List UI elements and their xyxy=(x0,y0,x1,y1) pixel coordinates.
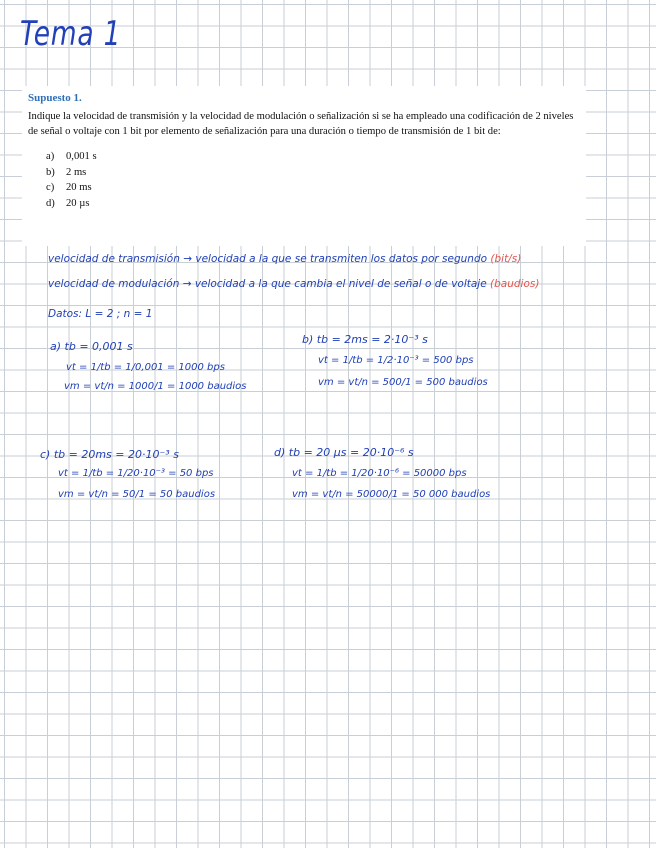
option-a: a) 0,001 s xyxy=(46,151,97,162)
page-title: Tema 1 xyxy=(20,14,122,54)
solution-c-vt: vt = 1/tb = 1/20·10⁻³ = 50 bps xyxy=(58,468,214,479)
solution-d-tb: d) tb = 20 µs = 20·10⁻⁶ s xyxy=(274,446,414,459)
exercise-statement xyxy=(22,86,586,246)
options-list xyxy=(46,149,580,211)
solution-b-tb: b) tb = 2ms = 2·10⁻³ s xyxy=(302,333,428,346)
exercise-paragraph: Indique la velocidad de transmisión y la velocidad de modulación o señalización si se ha empleado una codificación de 2 niveles de señal o voltaje con 1 bit por elemento de señalización para una duración o tiempo de transmisión de 1 bit de: xyxy=(28,111,574,137)
solution-a-vt: vt = 1/tb = 1/0,001 = 1000 bps xyxy=(66,362,225,373)
definition-modulation: velocidad de modulación → velocidad a la que cambia el nivel de señal o de voltaje (baudios) xyxy=(48,278,540,290)
option-d: d) 20 µs xyxy=(46,197,90,209)
given-data: Datos: L = 2 ; n = 1 xyxy=(48,308,153,320)
solution-d-vm: vm = vt/n = 50000/1 = 50 000 baudios xyxy=(292,489,491,500)
definition-transmission: velocidad de transmisión → velocidad a la que se transmiten los datos por segundo (bit/s) xyxy=(48,253,522,265)
solution-b-vm: vm = vt/n = 500/1 = 500 baudios xyxy=(318,377,488,388)
option-b: b) 2 ms xyxy=(46,166,87,178)
solution-c-vm: vm = vt/n = 50/1 = 50 baudios xyxy=(58,489,216,500)
solution-a-tb: a) tb = 0,001 s xyxy=(50,340,133,353)
solution-b-vt: vt = 1/tb = 1/2·10⁻³ = 500 bps xyxy=(318,355,474,366)
exercise-heading: Supuesto 1. xyxy=(28,92,82,104)
solution-c-tb: c) tb = 20ms = 20·10⁻³ s xyxy=(40,448,179,461)
solution-a-vm: vm = vt/n = 1000/1 = 1000 baudios xyxy=(64,381,247,392)
solution-d-vt: vt = 1/tb = 1/20·10⁻⁶ = 50000 bps xyxy=(292,468,467,479)
option-c: c) 20 ms xyxy=(46,182,92,193)
